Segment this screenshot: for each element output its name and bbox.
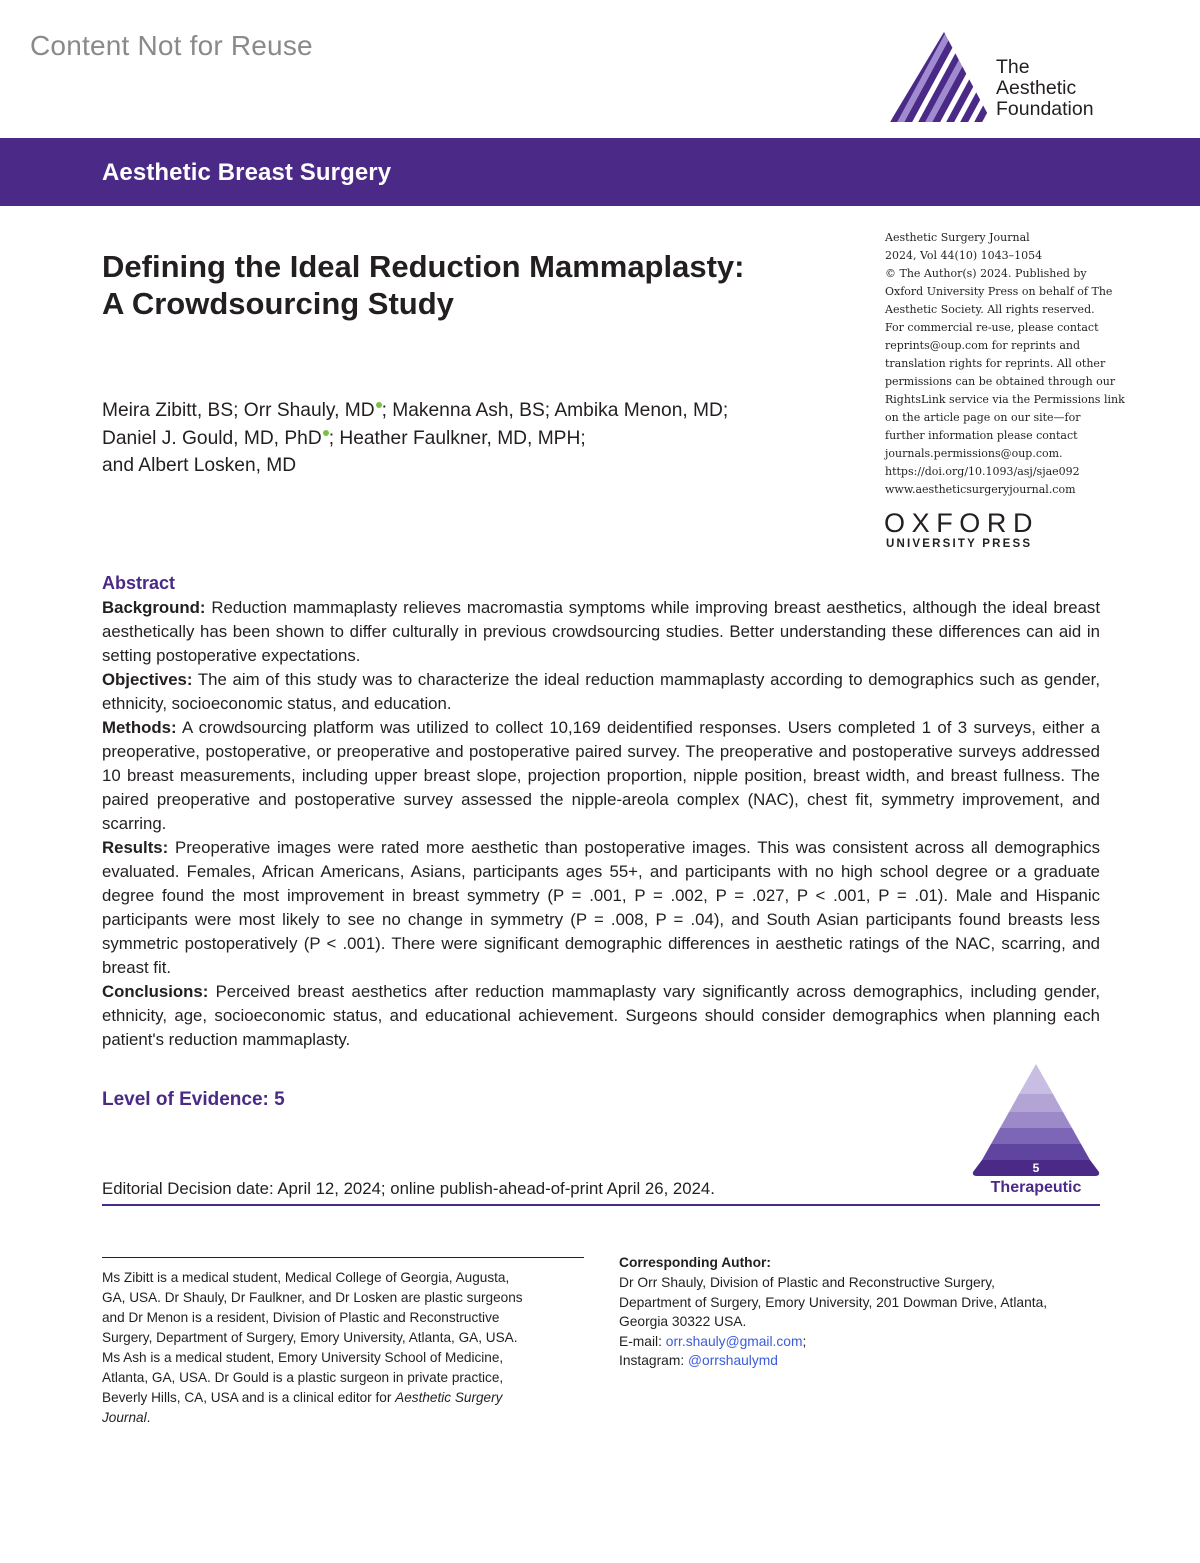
- article-title-line: A Crowdsourcing Study: [102, 286, 454, 321]
- affiliation-line: Ms Zibitt is a medical student, Medical College of Georgia, Augusta,: [102, 1270, 510, 1285]
- abstract-results: Results: Preoperative images were rated more aesthetic than postoperative images. This was consistent across all demographics evaluated. Females, African Americans, Asians, participants ages 55+, and participants with no high school degree or a graduate degree found the most improvement in breast symmetry (P = .001, P = .002, P = .027, P < .001, P = .01). Male and Hispanic participants were most likely to see no change in symmetry (P = .008, P = .04), and South Asian participants found breasts less symmetric postoperatively (P < .001). There were significant demographic differences in aesthetic ratings of the NAC, scarring, and breast fit.: [102, 838, 1100, 977]
- journal-name: Aesthetic Surgery: [395, 1390, 503, 1405]
- journal-info-line: Aesthetic Surgery Journal: [885, 231, 1030, 244]
- email-line: E-mail: orr.shauly@gmail.com;: [619, 1333, 807, 1349]
- footnote-divider: [102, 1257, 584, 1258]
- author-list: [102, 397, 882, 480]
- journal-info-line: For commercial re-use, please contact: [885, 321, 1099, 334]
- corresponding-author-heading: Corresponding Author:: [619, 1255, 772, 1270]
- abstract-methods: Methods: A crowdsourcing platform was utilized to collect 10,169 deidentified responses. Users completed 1 of 3 surveys, either a preoperative, postoperative, or preoperative and postoperative paired survey. The preoperative and postoperative surveys addressed 10 breast measurements, including upper breast slope, projection proportion, nipple position, breast width, and breast fullness. The paired preoperative and postoperative survey assessed the nipple-areola complex (NAC), chest fit, symmetry improvement, and scarring.: [102, 718, 1100, 833]
- abstract-body: [102, 596, 1100, 1052]
- affiliation-line: Ms Ash is a medical student, Emory University School of Medicine,: [102, 1350, 504, 1365]
- instagram-line: Instagram: @orrshaulymd: [619, 1353, 778, 1368]
- journal-info-line: Oxford University Press on behalf of The: [885, 285, 1113, 298]
- section-title: Aesthetic Breast Surgery: [102, 159, 392, 186]
- corresponding-line: Georgia 30322 USA.: [619, 1314, 747, 1329]
- journal-website-link[interactable]: www.aestheticsurgeryjournal.com: [885, 483, 1076, 496]
- journal-info-line: journals.permissions@oup.com.: [885, 447, 1063, 460]
- journal-info-line: reprints@oup.com for reprints and: [885, 339, 1081, 352]
- journal-info-line: © The Author(s) 2024. Published by: [885, 267, 1087, 280]
- abstract-label: Conclusions:: [102, 982, 209, 1001]
- journal-info-line: 2024, Vol 44(10) 1043–1054: [885, 249, 1043, 262]
- affiliation-line: and Dr Menon is a resident, Division of Plastic and Reconstructive: [102, 1310, 500, 1325]
- foundation-name-line: Foundation: [996, 98, 1094, 120]
- evidence-pyramid-icon: [968, 1062, 1104, 1180]
- corresponding-line: Dr Orr Shauly, Division of Plastic and Reconstructive Surgery,: [619, 1275, 995, 1290]
- journal-info: [885, 229, 1125, 499]
- author-line: Daniel J. Gould, MD, PhD ; Heather Faulkner, MD, MPH;: [102, 427, 586, 449]
- abstract-conclusions: Conclusions: Perceived breast aesthetics after reduction mammaplasty vary significantly across demographics, including gender, ethnicity, age, socioeconomic status, and educational achievement. Surgeons should consider demographics when planning each patient's reduction mammaplasty.: [102, 982, 1100, 1049]
- affiliation-line: Surgery, Department of Surgery, Emory University, Atlanta, GA, USA.: [102, 1330, 518, 1345]
- foundation-name: [996, 57, 1094, 120]
- evidence-level-number: 5: [1032, 1161, 1040, 1175]
- foundation-name-line: Aesthetic: [996, 77, 1077, 99]
- abstract-label: Background:: [102, 598, 206, 617]
- author-affiliations: [102, 1268, 586, 1428]
- affiliation-line: Journal.: [102, 1410, 151, 1425]
- watermark: Content Not for Reuse: [30, 30, 313, 61]
- oxford-logo: OXFORD: [884, 508, 1040, 538]
- journal-info-line: Aesthetic Society. All rights reserved.: [885, 303, 1095, 316]
- evidence-type-label: Therapeutic: [990, 1179, 1082, 1196]
- journal-info-line: on the article page on our site—for: [885, 411, 1081, 424]
- abstract-label: Methods:: [102, 718, 177, 737]
- corresponding-line: Department of Surgery, Emory University, 201 Dowman Drive, Atlanta,: [619, 1294, 1048, 1310]
- journal-info-line: further information please contact: [885, 429, 1078, 442]
- oxford-logo-subtitle: UNIVERSITY PRESS: [886, 538, 1033, 550]
- level-of-evidence: Level of Evidence: 5: [102, 1089, 285, 1110]
- email-link[interactable]: orr.shauly@gmail.com: [665, 1333, 803, 1349]
- abstract-background: Background: Reduction mammaplasty relieves macromastia symptoms while improving breast aesthetics, although the ideal breast aesthetically has been shown to differ culturally in previous crowdsourcing studies. Better understanding these differences can aid in setting postoperative expectations.: [102, 598, 1100, 665]
- foundation-name-line: The: [996, 56, 1030, 78]
- article-title-line: Defining the Ideal Reduction Mammaplasty:: [102, 249, 745, 284]
- affiliation-line: GA, USA. Dr Shauly, Dr Faulkner, and Dr Losken are plastic surgeons: [102, 1290, 523, 1305]
- journal-info-line: translation rights for reprints. All other: [885, 357, 1106, 370]
- abstract-heading: Abstract: [102, 573, 176, 593]
- divider: [102, 1204, 1100, 1206]
- corresponding-author-details: [619, 1273, 1109, 1371]
- instagram-link[interactable]: @orrshaulymd: [688, 1353, 778, 1368]
- journal-info-line: permissions can be obtained through our: [885, 375, 1116, 388]
- affiliation-line: Atlanta, GA, USA. Dr Gould is a plastic surgeon in private practice,: [102, 1370, 504, 1385]
- abstract-objectives: Objectives: The aim of this study was to characterize the ideal reduction mammaplasty according to demographics such as gender, ethnicity, socioeconomic status, and education.: [102, 670, 1101, 713]
- doi-link[interactable]: https://doi.org/10.1093/asj/sjae092: [885, 465, 1080, 478]
- editorial-dates: Editorial Decision date: April 12, 2024; online publish-ahead-of-print April 26, 2024.: [102, 1179, 715, 1198]
- author-line: Meira Zibitt, BS; Orr Shauly, MD ; Makenna Ash, BS; Ambika Menon, MD;: [102, 400, 729, 421]
- abstract-label: Objectives:: [102, 670, 193, 689]
- abstract-label: Results:: [102, 838, 169, 857]
- journal-name: Journal: [102, 1410, 147, 1425]
- article-title: [102, 248, 862, 322]
- journal-info-line: RightsLink service via the Permissions link: [885, 393, 1125, 406]
- author-line: and Albert Losken, MD: [102, 455, 297, 476]
- affiliation-line: Beverly Hills, CA, USA and is a clinical editor for Aesthetic Surgery: [102, 1390, 503, 1405]
